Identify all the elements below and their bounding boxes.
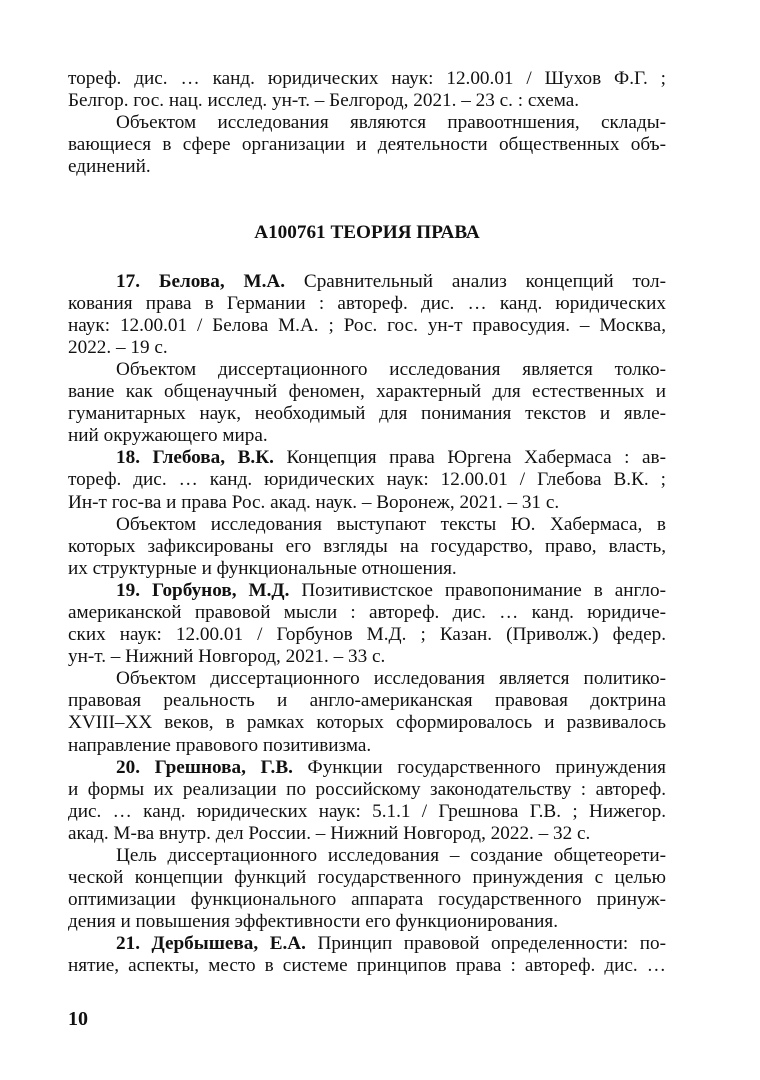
bibliography-entry [68,933,666,977]
annotation-line: Объектом исследования выступают тексты Ю. Хабермаса, в [116,513,666,535]
annotation-line: ний окружающего мира. [68,425,268,447]
entry-title: Функции государственного принуждения [292,756,666,778]
entry-title: Сравнительный анализ концепций тол- [285,270,666,292]
text-line: Ин-т гос-ва и права Рос. акад. наук. – Воронеж, 2021. – 31 с. [68,491,560,513]
entry-title: Концепция права Юргена Хабермаса : ав- [273,447,666,469]
entry-first-line [68,580,666,602]
text-line: дис. … канд. юридических наук: 5.1.1 / Грешнова Г.В. ; Нижегор. [68,800,666,822]
continued-entry [68,68,666,178]
entry-author: 19. Горбунов, М.Д. [116,579,290,601]
annotation-line: единений. [68,156,151,178]
entry-first-line [68,757,666,779]
annotation-line: Цель диссертационного исследования – создание общетеорети- [116,845,666,866]
text-line: тореф. дис. … канд. юридических наук: 12.00.01 / Шухов Ф.Г. ; [68,68,666,89]
annotation-line: гуманитарных наук, необходимый для понимания текстов и явле- [68,403,666,425]
annotation-line: их структурные и функциональные отношения. [68,557,457,579]
bibliography-entry [68,580,666,757]
annotation-line: вание как общенаучный феномен, характерный для естественных и [68,381,666,403]
entry-author: 17. Белова, М.А. [116,270,286,292]
text-line: американской правовой мысли : автореф. дис. … канд. юридиче- [68,601,666,623]
text-line: 2022. – 19 с. [68,336,168,358]
entry-title: Позитивистское правопонимание в англо- [289,579,666,601]
text-line: нятие, аспекты, место в системе принципов права : автореф. дис. … [68,955,666,977]
text-line: Белгор. гос. нац. исслед. ун-т. – Белгород, 2021. – 23 с. : схема. [68,90,580,112]
bibliography-entry [68,447,666,580]
section-heading: А100761 ТЕОРИЯ ПРАВА [254,222,480,244]
annotation-line: которых зафиксированы его взгляды на государство, право, власть, [68,535,666,557]
entry-title: Принцип правовой определенности: по- [305,933,666,955]
annotation-line: ческой концепции функций государственного принуждения с целью [68,867,666,889]
entry-author: 18. Глебова, В.К. [116,447,274,469]
annotation-line: направление правового позитивизма. [68,734,372,756]
text-line: ун-т. – Нижний Новгород, 2021. – 33 с. [68,646,386,668]
entry-first-line [68,447,666,469]
bibliography-entry [68,271,666,448]
document-page [68,68,666,978]
page-number: 10 [68,1008,88,1030]
bibliography-entry [68,757,666,934]
text-line: наук: 12.00.01 / Белова М.А. ; Рос. гос. ун-т правосудия. – Москва, [68,314,666,336]
annotation-line: правовая реальность и англо-американская правовая доктрина [68,690,666,712]
entry-author: 21. Дербышева, Е.А. [116,933,306,955]
annotation-line: оптимизации функционального аппарата государственного принуж- [68,889,666,911]
text-line: тореф. дис. … канд. юридических наук: 12.00.01 / Глебова В.К. ; [68,469,666,491]
annotation-line: вающиеся в сфере организации и деятельности общественных объ- [68,134,666,156]
annotation-line: дения и повышения эффективности его функционирования. [68,911,559,933]
text-line: ских наук: 12.00.01 / Горбунов М.Д. ; Казан. (Приволж.) федер. [68,624,666,646]
annotation-line: Объектом исследования являются правоотншения, склады- [116,112,666,134]
entry-first-line [68,933,666,955]
annotation-line: Объектом диссертационного исследования является толко- [116,358,666,380]
text-line: и формы их реализации по российскому законодательству : автореф. [68,778,666,800]
annotation-line: Объектом диссертационного исследования является политико- [116,668,666,690]
text-line: кования права в Германии : автореф. дис. … канд. юридических [68,292,666,314]
entry-first-line [68,271,666,293]
text-line: акад. М-ва внутр. дел России. – Нижний Новгород, 2022. – 32 с. [68,822,591,844]
annotation-line: XVIII–XX веков, в рамках которых сформировалось и развивалось [68,712,666,734]
entry-author: 20. Грешнова, Г.В. [116,756,293,778]
